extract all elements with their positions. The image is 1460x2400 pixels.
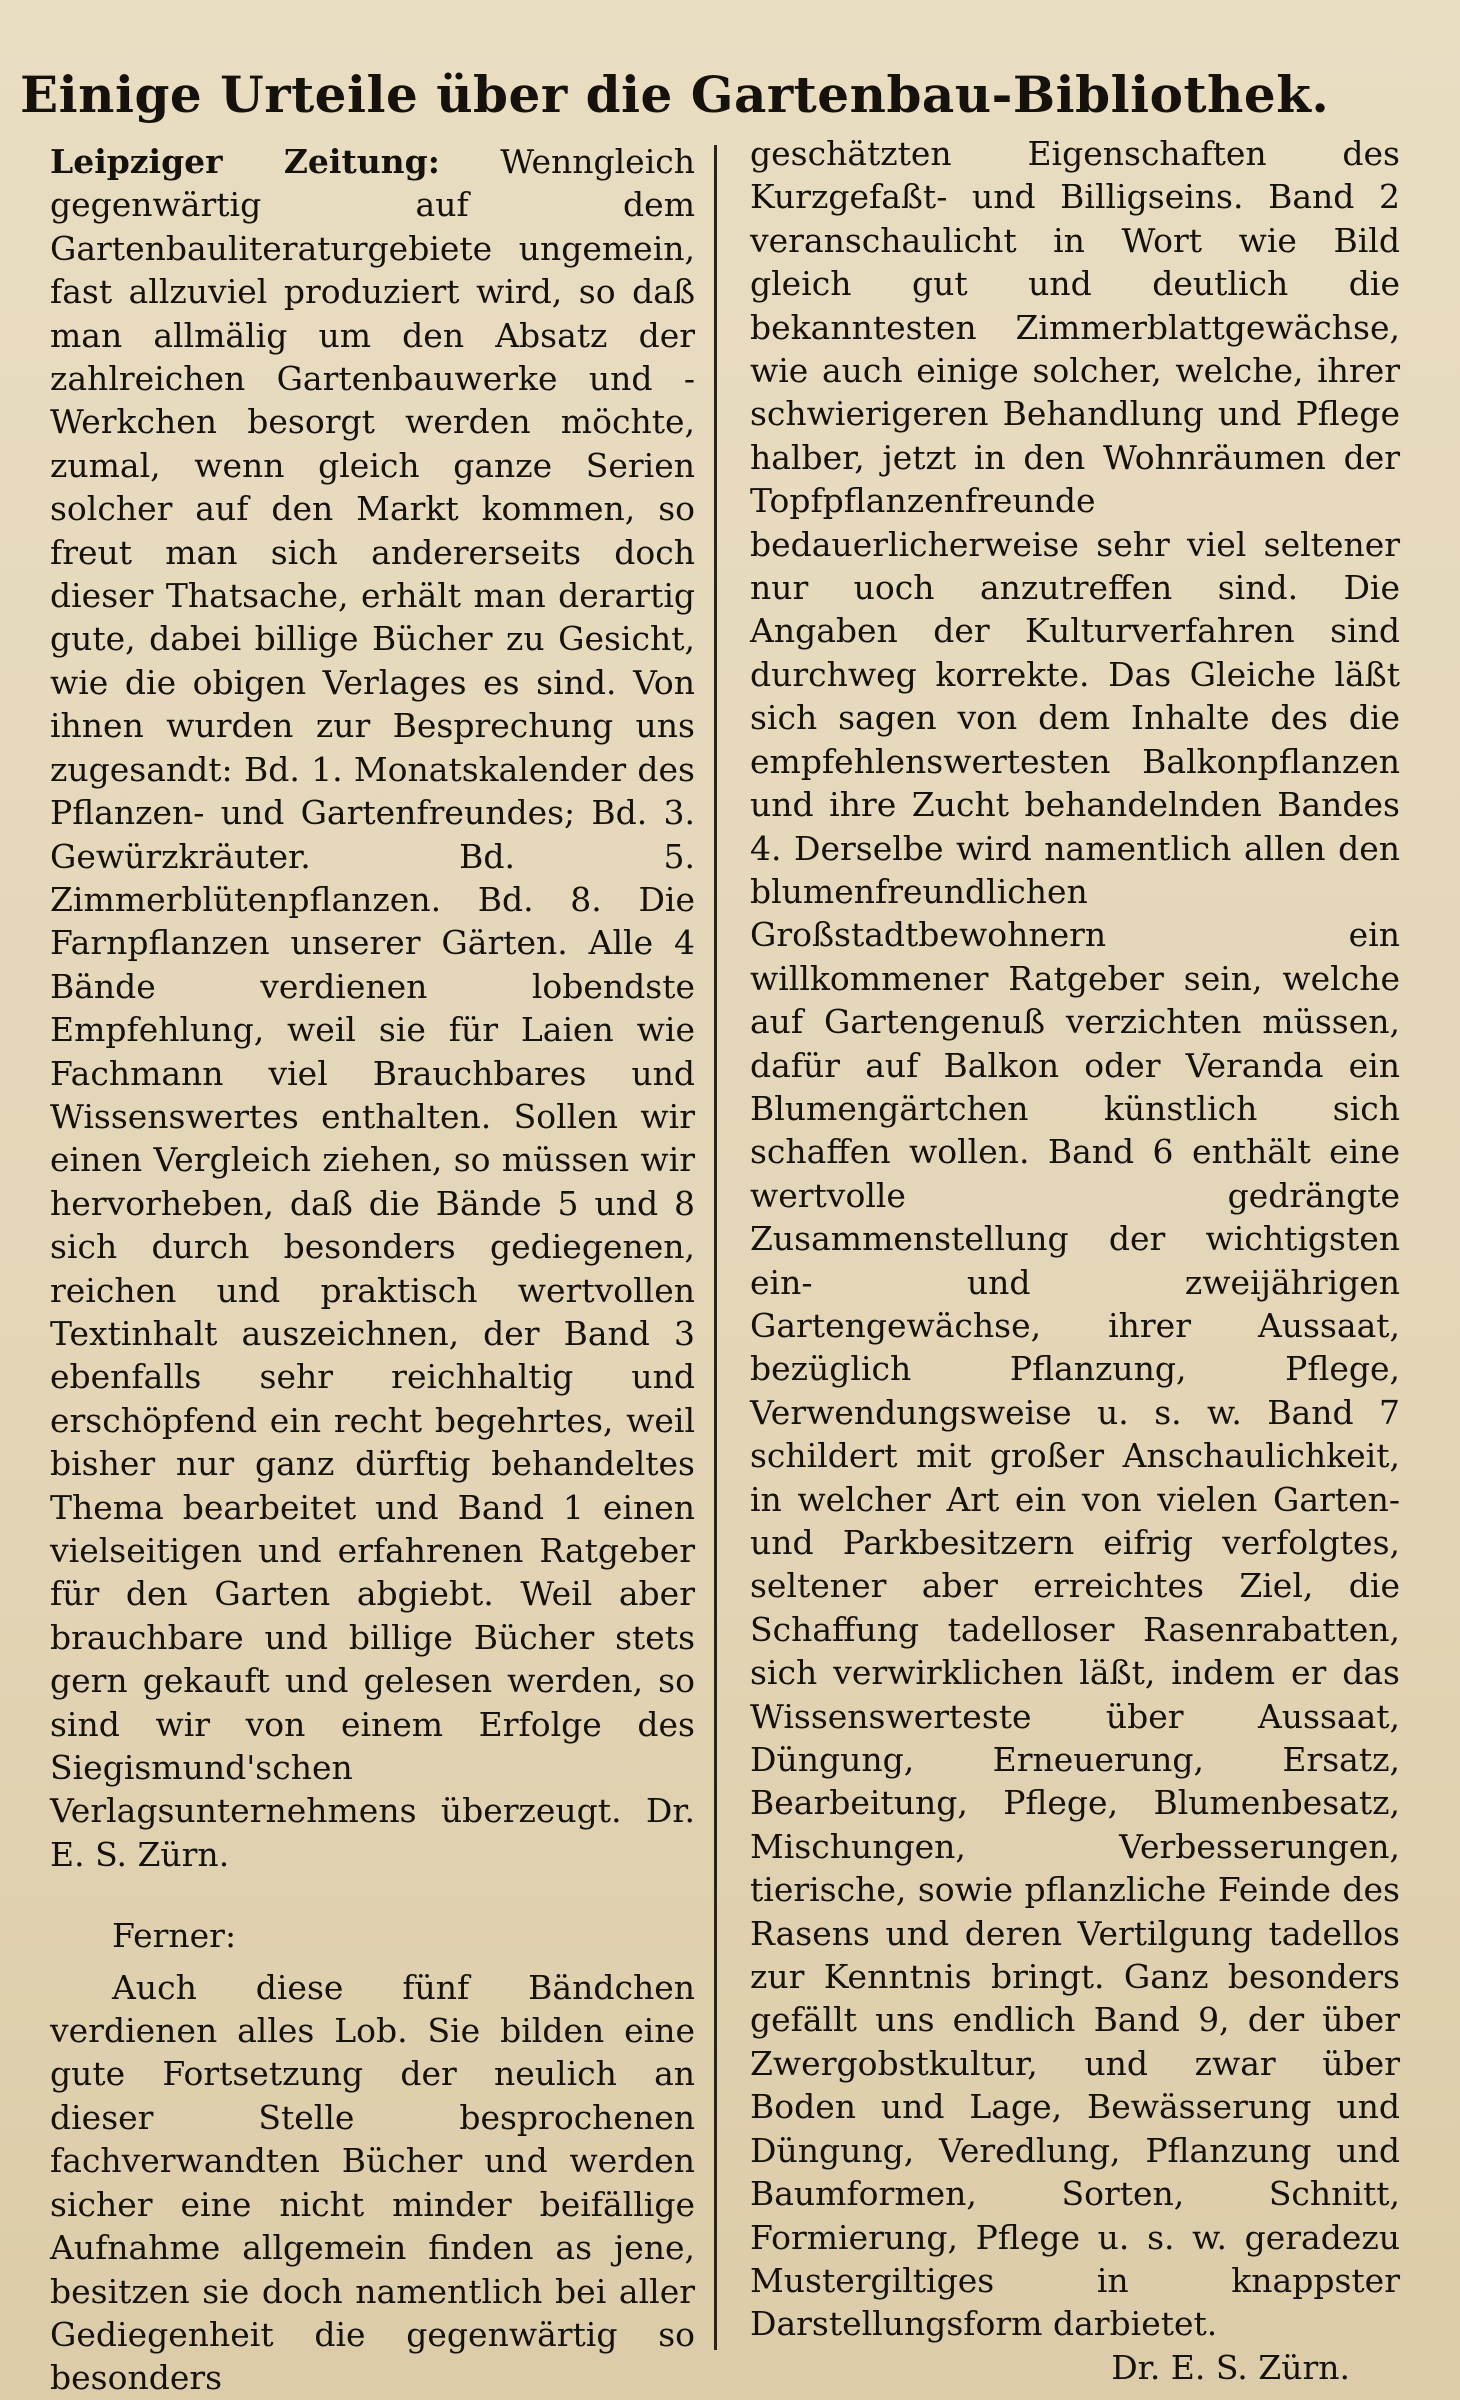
- review-2-heading: Ferner:: [112, 1916, 237, 1956]
- review-1-source: Leipziger Zeitung:: [50, 142, 440, 181]
- review-1-body: [50, 140, 695, 1876]
- review-2-text-left: Auch diese fünf Bändchen verdienen alles Lob. Sie bilden eine gute Fortsetzung der neulich an dieser Stelle besprochenen fachverwandten Bücher und werden sicher eine nicht minder beifällige Aufnahme allgemein finden as jene, besitzen sie doch namentlich bei aller Gediegenheit die gegenwärtig so besonders: [50, 1967, 695, 2398]
- column-divider: [714, 145, 717, 2350]
- review-1-signature: Dr. E. S. Zürn.: [50, 1791, 695, 1874]
- spacer: [50, 1876, 695, 1914]
- left-column: [50, 140, 695, 2400]
- spacer: [50, 1958, 695, 1966]
- review-2-text-right: geschätzten Eigenschaften des Kurzgefaßt- und Billigseins. Band 2 veranschaulicht in Wort wie Bild gleich gut und deutlich die bekanntesten Zimmerblattgewächse, wie auch einige solcher, welche, ihrer schwierigeren Behandlung und Pflege halber, jetzt in den Wohnräumen der Topfpflanzenfreunde bedauerlicherweise sehr viel seltener nur uoch anzutreffen sind. Die Angaben der Kulturverfahren sind durchweg korrekte. Das Gleiche läßt sich sagen von dem Inhalte des die empfehlenswertesten Balkonpflanzen und ihre Zucht behandelnden Bandes 4. Derselbe wird namentlich allen den blumenfreundlichen Großstadtbewohnern ein willkommener Ratgeber sein, welche auf Gartengenuß verzichten müssen, dafür auf Balkon oder Veranda ein Blumengärtchen künstlich sich schaffen wollen. Band 6 enthält eine wertvolle gedrängte Zusammenstellung der wichtigsten ein- und zweijährigen Gartengewächse, ihrer Aussaat, bezüglich Pflanzung, Pflege, Verwendungsweise u. s. w. Band 7 schildert mit großer Anschaulichkeit, in welcher Art ein von vielen Garten- und Parkbesitzern eifrig verfolgtes, seltener aber erreichtes Ziel, die Schaffung tadelloser Rasenrabatten, sich verwirklichen läßt, indem er das Wissenswerteste über Aussaat, Düngung, Erneuerung, Ersatz, Bearbeitung, Pflege, Blumenbesatz, Mischungen, Verbesserungen, tierische, sowie pflanzliche Feinde des Rasens und deren Vertilgung tadellos zur Kenntnis bringt. Ganz besonders gefällt uns endlich Band 9, der über Zwergobstkultur, und zwar über Boden und Lage, Bewässerung und Düngung, Veredlung, Pflanzung und Baumformen, Sorten, Schnitt, Formierung, Pflege u. s. w. geradezu Mustergiltiges in knappster Darstellungsform darbietet.: [750, 134, 1400, 2344]
- right-column: [750, 132, 1400, 2389]
- review-2-signature: Dr. E. S. Zürn.: [1111, 2347, 1350, 2387]
- review-1-text: Wenngleich gegenwärtig auf dem Gartenbauliteraturgebiete ungemein, fast allzuviel produziert wird, so daß man allmälig um den Absatz der zahlreichen Gartenbauwerke und -Werkchen besorgt werden möchte, zumal, wenn gleich ganze Serien solcher auf den Markt kommen, so freut man sich andererseits doch dieser Thatsache, erhält man derartig gute, dabei billige Bücher zu Gesicht, wie die obigen Verlages es sind. Von ihnen wurden zur Besprechung uns zugesandt: Bd. 1. Monatskalender des Pflanzen- und Gartenfreundes; Bd. 3. Gewürzkräuter. Bd. 5. Zimmerblütenpflanzen. Bd. 8. Die Farnpflanzen unserer Gärten. Alle 4 Bände verdienen lobendste Empfehlung, weil sie für Laien wie Fachmann viel Brauchbares und Wissenswertes enthalten. Sollen wir einen Vergleich ziehen, so müssen wir hervorheben, daß die Bände 5 und 8 sich durch besonders gediegenen, reichen und praktisch wertvollen Textinhalt auszeichnen, der Band 3 ebenfalls sehr reichhaltig und erschöpfend ein recht begehrtes, weil bisher nur ganz dürftig behandeltes Thema bearbeitet und Band 1 einen vielseitigen und erfahrenen Ratgeber für den Garten abgiebt. Weil aber brauchbare und billige Bücher stets gern gekauft und gelesen werden, so sind wir von einem Erfolge des Siegismund'schen Verlagsunternehmens überzeugt.: [50, 142, 695, 1831]
- article-title: Einige Urteile über die Gartenbau-Bibliothek.: [20, 65, 1330, 124]
